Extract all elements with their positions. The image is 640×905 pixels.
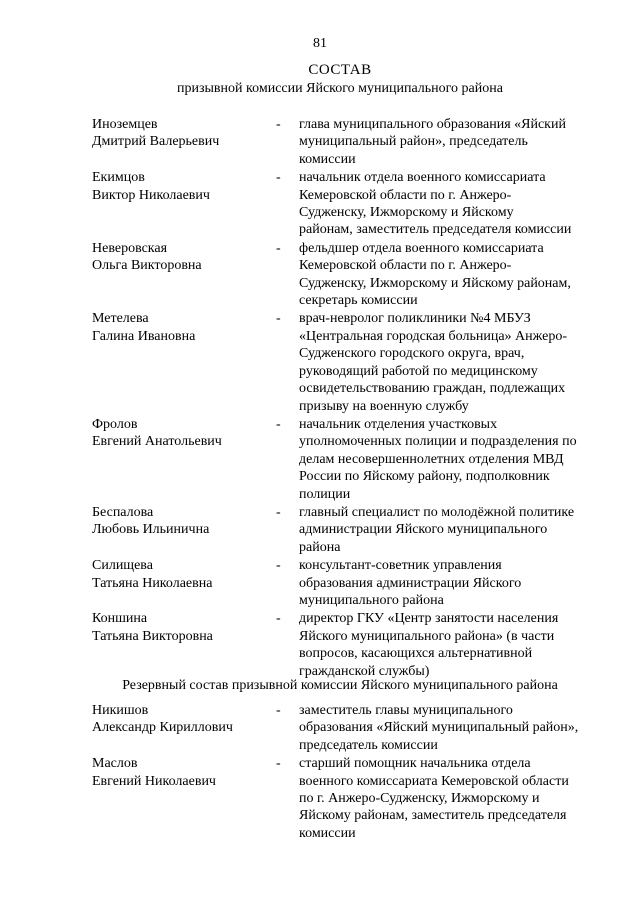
member-dash: - bbox=[276, 240, 281, 256]
reserve-heading: Резервный состав призывной комиссии Яйского муниципального района bbox=[122, 678, 558, 693]
member-dash: - bbox=[276, 170, 281, 186]
member-role: главный специалист по молодёжной политике администрации Яйского муниципального района bbox=[299, 504, 575, 555]
member-dash: - bbox=[276, 504, 281, 520]
member-surname: Екимцов bbox=[92, 170, 145, 186]
member-given-names: Любовь Ильинична bbox=[92, 522, 210, 538]
member-role: заместитель главы муниципального образования «Яйский муниципальный район», председатель комиссии bbox=[299, 703, 579, 753]
member-role: фельдшер отдела военного комиссариата Кемеровской области по г. Анжеро- Судженску, Ижморскому и Яйскому районам, секретарь комиссии bbox=[299, 240, 571, 309]
member-surname: Метелева bbox=[92, 311, 149, 327]
member-surname: Никишов bbox=[92, 703, 149, 718]
page-number: 81 bbox=[313, 36, 327, 51]
member-role: глава муниципального образования «Яйский муниципальный район», председатель комиссии bbox=[299, 117, 566, 167]
reserve-members-list bbox=[0, 702, 640, 843]
member-name bbox=[92, 610, 272, 645]
member-given-names: Галина Ивановна bbox=[92, 328, 196, 344]
reserve-member-entry bbox=[0, 702, 640, 754]
member-given-names: Ольга Викторовна bbox=[92, 258, 202, 274]
member-surname: Коншина bbox=[92, 611, 148, 627]
member-name bbox=[92, 702, 272, 737]
member-name bbox=[92, 755, 272, 790]
member-name bbox=[92, 169, 272, 204]
member-role: консультант-советник управления образования администрации Яйского муниципального района bbox=[299, 558, 522, 608]
member-name bbox=[92, 557, 272, 592]
member-surname: Силищева bbox=[92, 558, 153, 574]
document-title: СОСТАВ bbox=[308, 62, 372, 78]
member-role: начальник отдела военного комиссариата Кемеровской области по г. Анжеро- Судженску, Ижморскому и Яйскому районам, заместитель председателя комиссии bbox=[299, 170, 572, 238]
member-entry bbox=[0, 416, 640, 503]
member-entry bbox=[0, 116, 640, 168]
members-list bbox=[0, 116, 640, 681]
member-name bbox=[92, 504, 272, 539]
member-entry bbox=[0, 504, 640, 556]
member-given-names: Евгений Николаевич bbox=[92, 773, 216, 789]
member-name bbox=[92, 310, 272, 345]
member-surname: Маслов bbox=[92, 756, 138, 772]
member-dash: - bbox=[276, 311, 281, 327]
member-given-names: Евгений Анатольевич bbox=[92, 434, 222, 450]
member-given-names: Александр Кириллович bbox=[92, 720, 233, 736]
member-role: врач-невролог поликлиники №4 МБУЗ «Центральная городская больница» Анжеро- Судженского городского округа, врач, руководящий работой по медицинскому освидетельствованию граждан, подлежащих призыву на военную службу bbox=[299, 311, 567, 414]
member-dash: - bbox=[276, 703, 281, 718]
document-subtitle: призывной комиссии Яйского муниципального района bbox=[177, 81, 503, 96]
member-dash: - bbox=[276, 558, 281, 574]
member-given-names: Татьяна Викторовна bbox=[92, 628, 213, 644]
member-name bbox=[92, 116, 272, 151]
member-entry bbox=[0, 169, 640, 239]
member-name bbox=[92, 240, 272, 275]
member-entry bbox=[0, 557, 640, 609]
reserve-member-entry bbox=[0, 755, 640, 842]
member-dash: - bbox=[276, 611, 281, 627]
member-name bbox=[92, 416, 272, 451]
member-dash: - bbox=[276, 756, 281, 772]
member-entry bbox=[0, 240, 640, 310]
member-surname: Беспалова bbox=[92, 504, 154, 520]
member-surname: Иноземцев bbox=[92, 117, 158, 132]
member-given-names: Татьяна Николаевна bbox=[92, 575, 213, 591]
member-surname: Фролов bbox=[92, 416, 138, 432]
member-dash: - bbox=[276, 416, 281, 432]
member-entry bbox=[0, 610, 640, 680]
member-dash: - bbox=[276, 117, 281, 132]
member-role: старший помощник начальника отдела военного комиссариата Кемеровской области по г. Анжеро-Судженску, Ижморскому и Яйскому районам, заместитель председателя комиссии bbox=[299, 756, 569, 841]
member-role: начальник отделения участковых уполномоченных полиции и подразделения по делам несовершеннолетних отделения МВД России по Яйскому району, подполковник полиции bbox=[299, 416, 577, 502]
member-given-names: Виктор Николаевич bbox=[92, 187, 210, 203]
member-surname: Неверовская bbox=[92, 240, 168, 256]
member-entry bbox=[0, 310, 640, 414]
member-role: директор ГКУ «Центр занятости населения Яйского муниципального района» (в части вопросов, касающихся альтернативной гражданской службы) bbox=[299, 611, 559, 679]
member-given-names: Дмитрий Валерьевич bbox=[92, 134, 220, 150]
